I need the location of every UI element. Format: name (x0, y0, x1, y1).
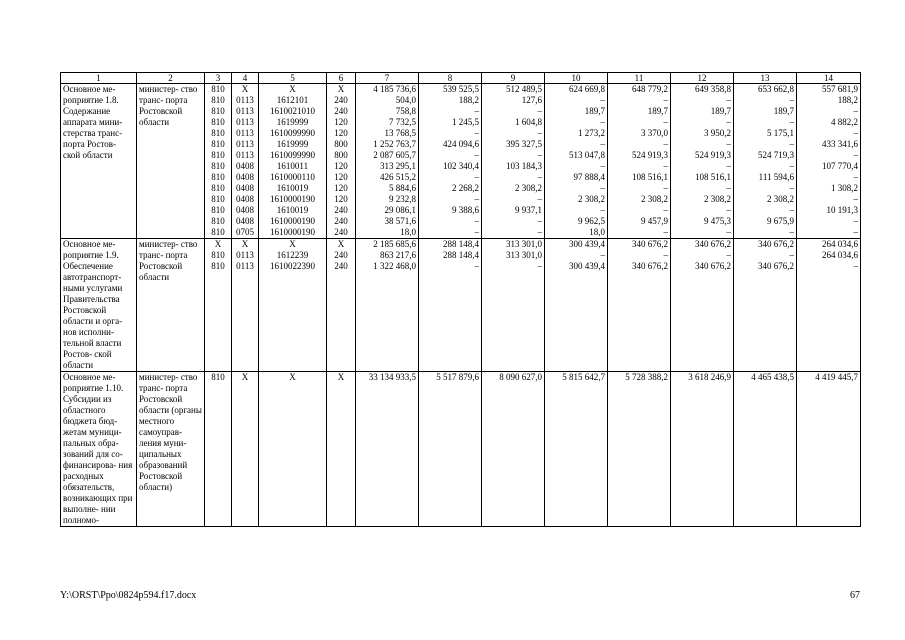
cell-value: 653 662,8 (758, 84, 794, 94)
value-cell (232, 372, 259, 527)
cell-value: 313 301,0 (506, 250, 542, 260)
cell-value: X (289, 372, 296, 382)
cell-value: 1610000190 (270, 216, 315, 226)
value-cell (482, 239, 545, 372)
cell-value: 188,2 (837, 95, 858, 105)
cell-value: – (663, 250, 668, 260)
cell-value: 288 148,4 (443, 250, 479, 260)
cell-value: 649 358,8 (695, 84, 731, 94)
cell-value: 7 732,5 (389, 117, 416, 127)
cell-value: – (853, 227, 858, 237)
column-number: 1 (61, 73, 137, 84)
cell-value: 240 (334, 205, 348, 215)
value-cell (671, 239, 734, 372)
cell-value: 240 (334, 227, 348, 237)
cell-value: 1619999 (276, 117, 309, 127)
cell-value: 513 047,8 (569, 150, 605, 160)
cell-value: – (663, 183, 668, 193)
cell-value: 810 (211, 261, 225, 271)
cell-value: – (474, 216, 479, 226)
cell-value: 1610000190 (270, 194, 315, 204)
cell-value: – (474, 106, 479, 116)
cell-value: 810 (211, 128, 225, 138)
cell-value: – (474, 194, 479, 204)
cell-value: 810 (211, 194, 225, 204)
cell-value: 340 676,2 (758, 239, 794, 249)
cell-value: 8 090 627,0 (499, 372, 542, 382)
cell-value: X (289, 239, 296, 249)
cell-value: 240 (334, 95, 348, 105)
cell-value: 9 232,8 (389, 194, 416, 204)
cell-value: 2 308,2 (641, 194, 668, 204)
cell-value: 800 (334, 150, 348, 160)
cell-value: 3 370,0 (641, 128, 668, 138)
value-cell (259, 372, 327, 527)
cell-value: 1 308,2 (831, 183, 858, 193)
cell-value: 810 (211, 106, 225, 116)
cell-value: 103 184,3 (506, 161, 542, 171)
cell-value: X (337, 84, 345, 94)
cell-value: 340 676,2 (632, 261, 668, 271)
cell-value: 108 516,1 (632, 172, 668, 182)
cell-value: 1610011 (276, 161, 309, 171)
cell-value: – (726, 250, 731, 260)
cell-value: 189,7 (773, 106, 794, 116)
value-cell (734, 239, 797, 372)
cell-value: 1610099990 (270, 150, 315, 160)
responsible-party: министер- ство транс- порта Ростовской области (органы местного самоуправ- ления муни- ципальных образований Ростовской области) (137, 372, 205, 527)
cell-value: 300 439,4 (569, 239, 605, 249)
cell-value: 288 148,4 (443, 239, 479, 249)
cell-value: 2 308,2 (767, 194, 794, 204)
activity-row (61, 84, 861, 239)
cell-value: 504,0 (395, 95, 416, 105)
cell-value: 38 571,6 (384, 216, 416, 226)
cell-value: 524 919,3 (632, 150, 668, 160)
cell-value: – (537, 150, 542, 160)
value-cell (259, 239, 327, 372)
cell-value: 3 950,2 (704, 128, 731, 138)
cell-value: 13 768,5 (384, 128, 416, 138)
cell-value: – (853, 194, 858, 204)
cell-value: 0408 (236, 194, 254, 204)
value-cell (327, 84, 356, 239)
cell-value: 433 341,6 (822, 139, 858, 149)
activity-row (61, 372, 861, 527)
column-number: 8 (419, 73, 482, 84)
cell-value: 120 (334, 183, 348, 193)
cell-value: 810 (211, 250, 225, 260)
value-cell (797, 84, 861, 239)
cell-value: – (789, 161, 794, 171)
cell-value: – (853, 261, 858, 271)
cell-value: 9 475,3 (704, 216, 731, 226)
cell-value: 10 191,3 (826, 205, 858, 215)
cell-value: – (789, 95, 794, 105)
cell-value: X (241, 84, 249, 94)
cell-value: 524 919,3 (695, 150, 731, 160)
cell-value: 810 (211, 84, 225, 94)
cell-value: 240 (334, 106, 348, 116)
cell-value: 18,0 (589, 227, 605, 237)
cell-value: 240 (334, 261, 348, 271)
cell-value: 1 252 763,7 (373, 139, 416, 149)
cell-value: 1 604,8 (515, 117, 542, 127)
cell-value: 557 681,9 (822, 84, 858, 94)
cell-value: 9 388,6 (452, 205, 479, 215)
value-cell (205, 239, 232, 372)
cell-value: – (789, 227, 794, 237)
cell-value: – (853, 216, 858, 226)
cell-value: 111 594,6 (758, 172, 794, 182)
cell-value: – (474, 150, 479, 160)
cell-value: – (789, 205, 794, 215)
cell-value: – (789, 183, 794, 193)
value-cell (797, 239, 861, 372)
cell-value: 1610000190 (270, 227, 315, 237)
cell-value: 758,8 (395, 106, 416, 116)
cell-value: 2 308,2 (515, 183, 542, 193)
column-number: 13 (734, 73, 797, 84)
value-cell (356, 372, 419, 527)
value-cell (232, 84, 259, 239)
cell-value: – (726, 95, 731, 105)
cell-value: 240 (334, 250, 348, 260)
cell-value: – (537, 216, 542, 226)
cell-value: 264 034,6 (822, 239, 858, 249)
cell-value: – (600, 183, 605, 193)
cell-value: – (663, 117, 668, 127)
cell-value: 524 719,3 (758, 150, 794, 160)
cell-value: 0113 (236, 106, 254, 116)
cell-value: 810 (211, 117, 225, 127)
cell-value: 29 086,1 (384, 205, 416, 215)
cell-value: 4 419 445,7 (815, 372, 858, 382)
cell-value: – (474, 261, 479, 271)
column-number: 14 (797, 73, 861, 84)
cell-value: – (726, 205, 731, 215)
cell-value: 648 779,2 (632, 84, 668, 94)
cell-value: 810 (211, 139, 225, 149)
cell-value: 1 322 468,0 (373, 261, 416, 271)
value-cell (671, 372, 734, 527)
cell-value: 127,6 (521, 95, 542, 105)
cell-value: – (789, 139, 794, 149)
value-cell (545, 84, 608, 239)
cell-value: 340 676,2 (632, 239, 668, 249)
cell-value: – (663, 205, 668, 215)
cell-value: 426 515,2 (380, 172, 416, 182)
cell-value: – (853, 106, 858, 116)
value-cell (419, 372, 482, 527)
cell-value: – (663, 139, 668, 149)
cell-value: 9 457,9 (641, 216, 668, 226)
cell-value: 18,0 (400, 227, 416, 237)
cell-value: 1610021010 (270, 106, 315, 116)
value-cell (356, 84, 419, 239)
cell-value: 340 676,2 (758, 261, 794, 271)
cell-value: 810 (211, 150, 225, 160)
cell-value: – (663, 161, 668, 171)
cell-value: 424 094,6 (443, 139, 479, 149)
cell-value: – (537, 227, 542, 237)
cell-value: 1619999 (276, 139, 309, 149)
cell-value: 5 175,1 (767, 128, 794, 138)
cell-value: – (726, 161, 731, 171)
cell-value: X (241, 372, 249, 382)
cell-value: – (726, 227, 731, 237)
cell-value: – (537, 194, 542, 204)
activity-name: Основное ме- роприятие 1.8. Содержание аппарата мини- стерства транс- порта Ростов- ской области (61, 84, 137, 239)
cell-value: 264 034,6 (822, 250, 858, 260)
cell-value: 810 (211, 95, 225, 105)
column-number-row (61, 73, 861, 84)
value-cell (608, 84, 671, 239)
value-cell (419, 239, 482, 372)
cell-value: – (474, 128, 479, 138)
cell-value: 0408 (236, 205, 254, 215)
column-number: 12 (671, 73, 734, 84)
cell-value: 539 525,5 (443, 84, 479, 94)
cell-value: 3 618 246,9 (688, 372, 731, 382)
cell-value: 512 489,5 (506, 84, 542, 94)
cell-value: – (600, 205, 605, 215)
cell-value: – (537, 261, 542, 271)
cell-value: 300 439,4 (569, 261, 605, 271)
value-cell (232, 239, 259, 372)
cell-value: 240 (334, 216, 348, 226)
value-cell (671, 84, 734, 239)
cell-value: 2 268,2 (452, 183, 479, 193)
cell-value: 0113 (236, 128, 254, 138)
cell-value: 188,2 (458, 95, 479, 105)
cell-value: 0113 (236, 95, 254, 105)
cell-value: 9 675,9 (767, 216, 794, 226)
cell-value: 0408 (236, 172, 254, 182)
cell-value: 9 962,5 (578, 216, 605, 226)
cell-value: 120 (334, 117, 348, 127)
cell-value: 189,7 (584, 106, 605, 116)
cell-value: 1610099990 (270, 128, 315, 138)
cell-value: 800 (334, 139, 348, 149)
value-cell (259, 84, 327, 239)
cell-value: – (853, 150, 858, 160)
cell-value: 810 (211, 216, 225, 226)
cell-value: 810 (211, 172, 225, 182)
budget-table (60, 72, 861, 527)
cell-value: 102 340,4 (443, 161, 479, 171)
cell-value: 0408 (236, 161, 254, 171)
value-cell (356, 239, 419, 372)
column-number: 2 (137, 73, 205, 84)
cell-value: – (853, 128, 858, 138)
cell-value: 810 (211, 161, 225, 171)
cell-value: 108 516,1 (695, 172, 731, 182)
value-cell (545, 372, 608, 527)
cell-value: 313 295,1 (380, 161, 416, 171)
cell-value: – (600, 161, 605, 171)
cell-value: 0113 (236, 117, 254, 127)
page-number: 67 (850, 590, 860, 601)
value-cell (608, 239, 671, 372)
responsible-party: министер- ство транс- порта Ростовской области (137, 84, 205, 239)
cell-value: – (663, 95, 668, 105)
cell-value: 120 (334, 161, 348, 171)
value-cell (734, 372, 797, 527)
cell-value: 1612101 (276, 95, 309, 105)
cell-value: 5 815 642,7 (562, 372, 605, 382)
value-cell (482, 84, 545, 239)
cell-value: 4 185 736,6 (373, 84, 416, 94)
cell-value: 1610022390 (270, 261, 315, 271)
cell-value: – (853, 172, 858, 182)
value-cell (482, 372, 545, 527)
cell-value: – (537, 172, 542, 182)
cell-value: 5 884,6 (389, 183, 416, 193)
cell-value: X (289, 84, 296, 94)
cell-value: 0113 (236, 139, 254, 149)
column-number: 7 (356, 73, 419, 84)
cell-value: X (337, 239, 345, 249)
cell-value: – (726, 139, 731, 149)
responsible-party: министер- ство транс- порта Ростовской области (137, 239, 205, 372)
cell-value: 340 676,2 (695, 239, 731, 249)
cell-value: – (600, 139, 605, 149)
cell-value: 0113 (236, 261, 254, 271)
cell-value: 4 465 438,5 (751, 372, 794, 382)
value-cell (419, 84, 482, 239)
cell-value: – (474, 172, 479, 182)
cell-value: 2 308,2 (704, 194, 731, 204)
cell-value: 1612239 (276, 250, 309, 260)
cell-value: 189,7 (647, 106, 668, 116)
cell-value: 0113 (236, 250, 254, 260)
cell-value: 395 327,5 (506, 139, 542, 149)
cell-value: 9 937,1 (515, 205, 542, 215)
cell-value: 189,7 (710, 106, 731, 116)
cell-value: 107 770,4 (822, 161, 858, 171)
column-number: 5 (259, 73, 327, 84)
value-cell (205, 372, 232, 527)
cell-value: – (474, 227, 479, 237)
cell-value: – (600, 250, 605, 260)
column-number: 11 (608, 73, 671, 84)
cell-value: 1610019 (276, 205, 309, 215)
cell-value: X (241, 239, 249, 249)
cell-value: 1 245,5 (452, 117, 479, 127)
value-cell (545, 239, 608, 372)
cell-value: 810 (211, 227, 225, 237)
cell-value: 1 273,2 (578, 128, 605, 138)
activity-name: Основное ме- роприятие 1.10. Субсидии из областного бюджета бюд- жетам муници- пальных обра- зований для со- финансирова- ния расходных обязательств, возникающих при выполне- нии полномо- (61, 372, 137, 527)
cell-value: 0705 (236, 227, 254, 237)
cell-value: 2 185 685,6 (373, 239, 416, 249)
cell-value: 2 308,2 (578, 194, 605, 204)
cell-value: 863 217,6 (380, 250, 416, 260)
cell-value: 1610000110 (270, 172, 315, 182)
activity-name: Основное ме- роприятие 1.9. Обеспечение автотранспорт- ными услугами Правительства Ростовской области и орга- нов исполни- тельной власти Ростов- ской области (61, 239, 137, 372)
cell-value: 33 134 933,5 (368, 372, 416, 382)
value-cell (205, 84, 232, 239)
cell-value: X (214, 239, 222, 249)
activity-row (61, 239, 861, 372)
value-cell (797, 372, 861, 527)
cell-value: 2 087 605,7 (373, 150, 416, 160)
cell-value: – (663, 227, 668, 237)
cell-value: 4 882,2 (831, 117, 858, 127)
cell-value: 0113 (236, 150, 254, 160)
file-path: Y:\ORST\Ppo\0824p594.f17.docx (60, 590, 197, 601)
column-number: 4 (232, 73, 259, 84)
cell-value: 120 (334, 128, 348, 138)
cell-value: X (337, 372, 345, 382)
cell-value: – (537, 106, 542, 116)
column-number: 10 (545, 73, 608, 84)
cell-value: 340 676,2 (695, 261, 731, 271)
value-cell (734, 84, 797, 239)
cell-value: 624 669,8 (569, 84, 605, 94)
cell-value: – (726, 117, 731, 127)
cell-value: 313 301,0 (506, 239, 542, 249)
cell-value: 810 (211, 205, 225, 215)
column-number: 3 (205, 73, 232, 84)
cell-value: 97 888,4 (573, 172, 605, 182)
value-cell (608, 372, 671, 527)
value-cell (327, 372, 356, 527)
cell-value: – (726, 183, 731, 193)
cell-value: 120 (334, 172, 348, 182)
column-number: 6 (327, 73, 356, 84)
cell-value: – (789, 250, 794, 260)
cell-value: 810 (211, 372, 225, 382)
cell-value: 810 (211, 183, 225, 193)
value-cell (327, 239, 356, 372)
cell-value: 5 728 388,2 (625, 372, 668, 382)
cell-value: 1610019 (276, 183, 309, 193)
cell-value: – (789, 117, 794, 127)
cell-value: 120 (334, 194, 348, 204)
cell-value: 5 517 879,6 (436, 372, 479, 382)
column-number: 9 (482, 73, 545, 84)
cell-value: – (600, 117, 605, 127)
cell-value: 0408 (236, 183, 254, 193)
cell-value: – (537, 128, 542, 138)
cell-value: – (600, 95, 605, 105)
cell-value: 0408 (236, 216, 254, 226)
